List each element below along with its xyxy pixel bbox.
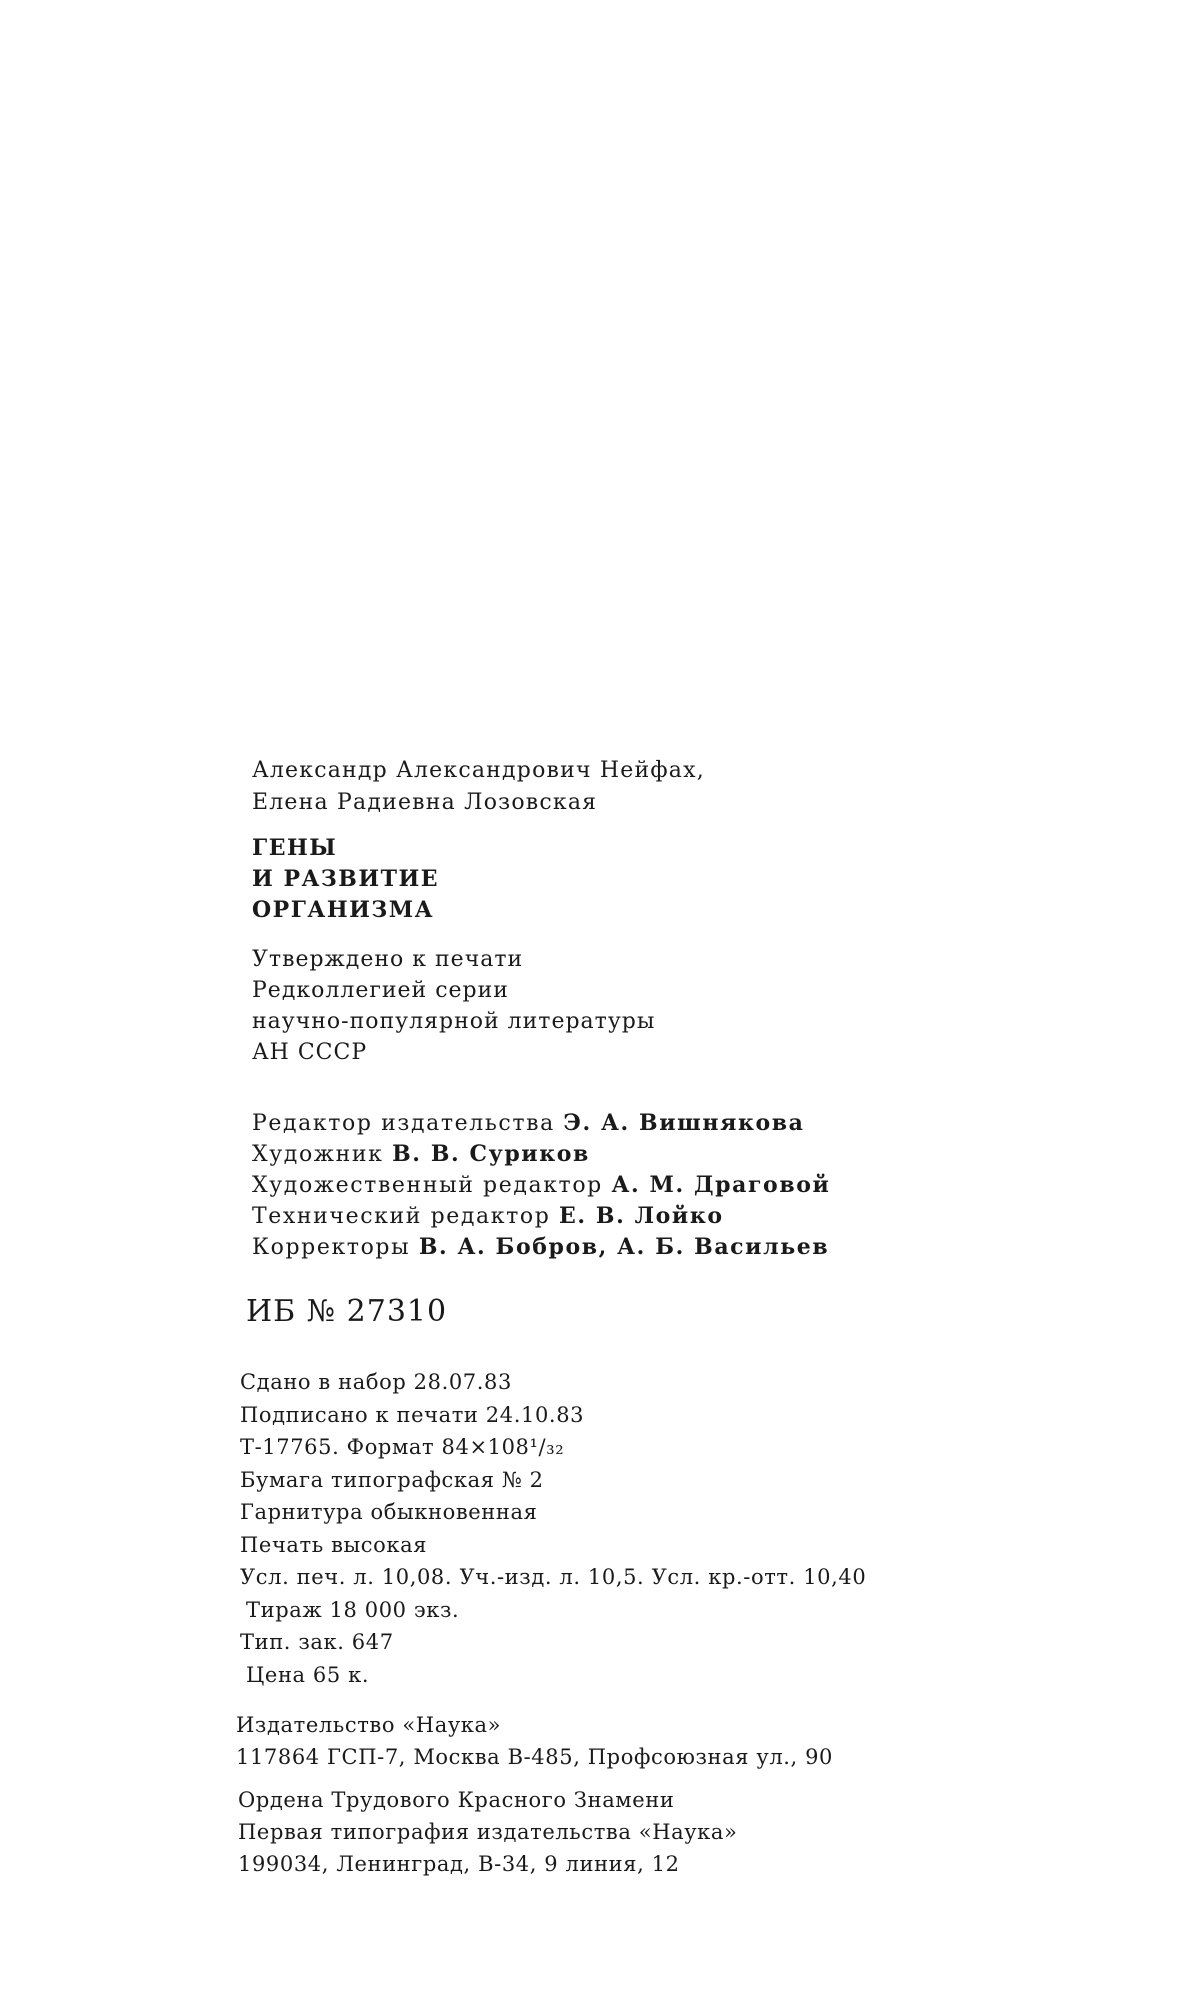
print-method-line: Печать высокая: [240, 1532, 428, 1557]
author-line-1: Александр Александрович Нейфах,: [252, 758, 705, 783]
typeface-line: Гарнитура обыкновенная: [240, 1500, 538, 1524]
credit-artist: [252, 1139, 830, 1170]
credit-role: Корректоры: [252, 1235, 411, 1260]
sheets-line: Усл. печ. л. 10,08. Уч.-изд. л. 10,5. Усл. кр.-отт. 10,40: [240, 1565, 867, 1589]
printing-details: [240, 1366, 866, 1691]
credit-name: В. В. Суриков: [392, 1141, 590, 1167]
print-run-line: Тираж 18 000 экз.: [246, 1597, 460, 1622]
approval-block: [252, 944, 655, 1068]
title-line-3: ОРГАНИЗМА: [252, 897, 435, 923]
approval-line-1: Утверждено к печати: [252, 947, 524, 972]
printhouse-line-3: 199034, Ленинград, В-34, 9 линия, 12: [238, 1852, 680, 1876]
price-line: Цена 65 к.: [246, 1662, 370, 1687]
publisher-block: [236, 1709, 833, 1773]
credit-art-editor: [252, 1170, 830, 1201]
title-line-1: ГЕНЫ: [252, 835, 338, 861]
approval-line-3: научно-популярной литературы: [252, 1009, 656, 1034]
paper-line: Бумага типографская № 2: [240, 1467, 544, 1492]
credits-block: [252, 1108, 830, 1263]
credit-proofreaders: [252, 1232, 830, 1263]
credit-role: Художник: [252, 1142, 384, 1167]
format-line: Т-17765. Формат 84×108¹/₃₂: [240, 1435, 565, 1459]
credit-role: Технический редактор: [252, 1204, 551, 1229]
authors-block: [252, 755, 705, 819]
credit-role: Редактор издательства: [252, 1111, 555, 1136]
credit-name: А. М. Драговой: [611, 1172, 831, 1198]
credit-name: Е. В. Лойко: [559, 1203, 724, 1229]
author-line-2: Елена Радиевна Лозовская: [252, 790, 598, 815]
credit-tech-editor: [252, 1201, 830, 1232]
credit-name: Э. А. Вишнякова: [563, 1110, 805, 1136]
approval-line-2: Редколлегией серии: [252, 978, 509, 1003]
credit-name: В. А. Бобров, А. Б. Васильев: [418, 1234, 830, 1260]
printhouse-line-2: Первая типография издательства «Наука»: [238, 1820, 738, 1844]
printhouse-block: [238, 1784, 737, 1880]
submitted-date: Сдано в набор 28.07.83: [240, 1370, 512, 1394]
approval-line-4: АН СССР: [252, 1040, 368, 1065]
credit-role: Художественный редактор: [252, 1173, 603, 1198]
credit-editor: [252, 1108, 830, 1139]
ib-number: ИБ № 27310: [246, 1294, 448, 1329]
publisher-name: Издательство «Наука»: [236, 1713, 502, 1737]
publisher-address: 117864 ГСП-7, Москва В-485, Профсоюзная ул., 90: [236, 1745, 834, 1769]
order-line: Тип. зак. 647: [240, 1630, 394, 1654]
signed-date: Подписано к печати 24.10.83: [240, 1402, 585, 1427]
printhouse-line-1: Ордена Трудового Красного Знамени: [238, 1788, 675, 1812]
book-title: [252, 833, 439, 926]
title-line-2: И РАЗВИТИЕ: [252, 866, 440, 892]
